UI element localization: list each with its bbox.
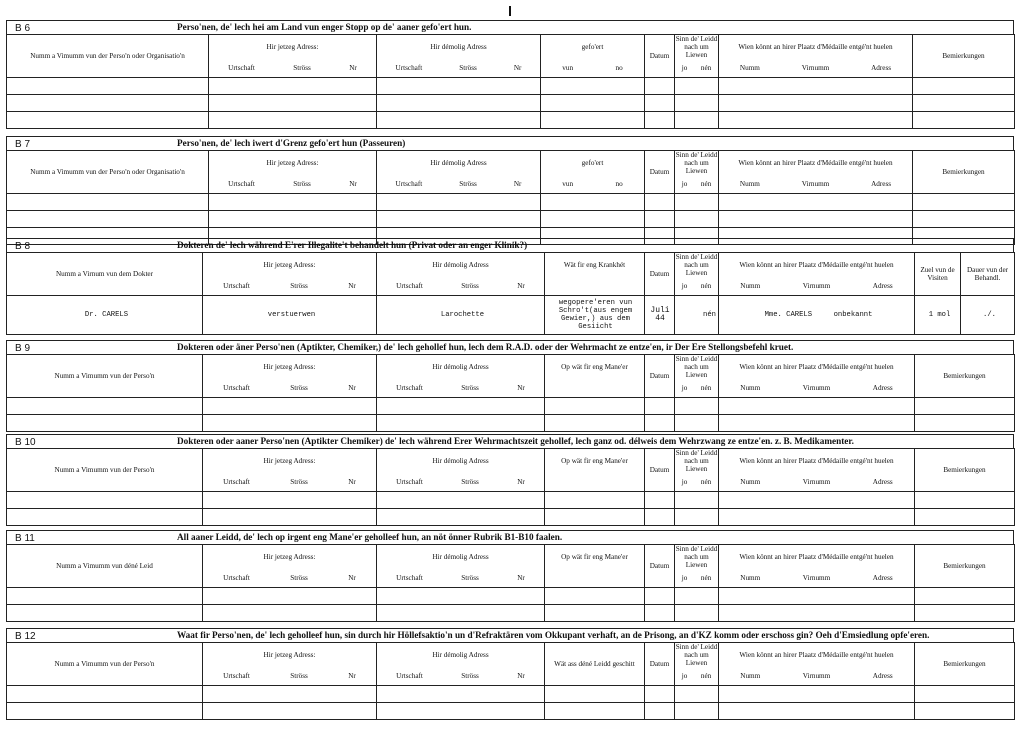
table-row xyxy=(7,415,1015,432)
col-remarks: Bemierkungen xyxy=(913,151,1015,194)
sub-no: nén xyxy=(700,180,712,188)
table-row xyxy=(7,95,1015,112)
col-date: Datum xyxy=(645,545,675,588)
sub-place: Urtschaft xyxy=(396,672,423,680)
col-date: Datum xyxy=(645,355,675,398)
sub-no: nén xyxy=(700,574,712,582)
sub-name: Numm xyxy=(740,384,761,392)
sub-street: Ströss xyxy=(461,672,479,680)
sub-place: Urtschaft xyxy=(228,180,255,188)
col-alive: Sinn de' Leidd nach um Liewen xyxy=(675,545,718,569)
sub-no: nén xyxy=(700,64,712,72)
table-row xyxy=(7,211,1015,228)
sub-street: Ströss xyxy=(290,574,308,582)
sub-street: Ströss xyxy=(461,478,479,486)
sub-name: Numm xyxy=(740,282,761,290)
col-current-address: Hir jetzeg Adress: xyxy=(209,35,377,60)
sub-place: Urtschaft xyxy=(223,672,250,680)
col-alive: Sinn de' Leidd nach um Liewen xyxy=(675,253,718,277)
col-date: Datum xyxy=(645,35,675,78)
col-manner: Op wät fir eng Mane'er xyxy=(545,449,645,474)
sub-place: Urtschaft xyxy=(395,64,423,72)
sub-nr: Nr xyxy=(513,180,522,188)
sub-name: Numm xyxy=(740,672,761,680)
col-what-happened: Wät ass déné Leidd geschitt xyxy=(545,643,645,686)
section-header xyxy=(6,136,1014,150)
section-table xyxy=(6,544,1015,622)
table-row xyxy=(7,686,1015,703)
section-header xyxy=(6,238,1014,252)
sub-street: Ströss xyxy=(293,180,311,188)
section-table xyxy=(6,354,1015,432)
col-person: Numm a Vimumm vun der Perso'n xyxy=(7,643,203,686)
sub-from: vun xyxy=(562,64,574,72)
sub-yes: jo xyxy=(681,180,688,188)
sub-nr: Nr xyxy=(517,574,525,582)
section-title: Dokteren oder äner Perso'nen (Aptikter, Chemiker,) de' lech gehollef hun, lech dem R.A.D. oder der Wehrmacht ze entze'en, ir Der Ere Stellongsbefehl kruet. xyxy=(177,342,794,352)
sub-address: Adress xyxy=(872,478,893,486)
section-title: Dokteren oder aaner Perso'nen (Aptikter Chemiker) de' lech während Erer Wehrmachtszeit gehollef, lech ganz od. délweis dem Wehrzwang ze entze'en. z. B. Medikamenter. xyxy=(177,436,854,446)
sub-to: no xyxy=(615,180,623,188)
sub-street: Ströss xyxy=(459,64,477,72)
section-title: All aaner Leidd, de' lech op irgent eng Mane'er geholleef hun, an nöt önner Rubrik B1-B10 faalen. xyxy=(177,532,563,542)
sub-place: Urtschaft xyxy=(396,478,423,486)
sub-firstname: Virnumm xyxy=(801,180,830,188)
table-row xyxy=(7,588,1015,605)
table-row xyxy=(7,509,1015,526)
col-remarks: Bemierkungen xyxy=(915,449,1015,492)
medal-recipient-name: Mme. CARELS xyxy=(764,311,813,319)
table-row xyxy=(7,398,1015,415)
sub-address: Adress xyxy=(872,672,893,680)
section-table xyxy=(6,252,1015,335)
col-date: Datum xyxy=(645,253,675,296)
sub-to: no xyxy=(615,64,623,72)
col-duration: Dauer vun der Behandl. xyxy=(961,253,1015,296)
section-table xyxy=(6,150,1015,245)
col-medal-recipient: Wien könnt an hirer Plaatz d'Médaille entgé'nt huelen xyxy=(719,253,915,278)
sub-nr: Nr xyxy=(348,282,356,290)
visits-value: 1 mol xyxy=(915,296,961,335)
sub-firstname: Virnumm xyxy=(802,574,831,582)
col-medal-recipient: Wien könnt an hirer Plaatz d'Médaille entgé'nt huelen xyxy=(719,643,915,668)
sub-place: Urtschaft xyxy=(223,574,250,582)
sub-street: Ströss xyxy=(290,478,308,486)
col-medal-recipient: Wien könnt an hirer Plaatz d'Médaille entgé'nt huelen xyxy=(719,35,913,60)
section-id: B 10 xyxy=(15,437,36,448)
col-medal-recipient: Wien könnt an hirer Plaatz d'Médaille entgé'nt huelen xyxy=(719,545,915,570)
previous-address-value: Larochette xyxy=(377,296,545,335)
col-person: Numm a Vimumm vun der Perso'n oder Organisatio'n xyxy=(7,35,209,78)
col-current-address: Hir jetzeg Adress: xyxy=(203,449,377,474)
table-row xyxy=(7,112,1015,129)
sub-no: nén xyxy=(700,672,712,680)
col-medal-recipient: Wien könnt an hirer Plaatz d'Médaille entgé'nt huelen xyxy=(719,449,915,474)
col-previous-address: Hir démolig Adress xyxy=(377,35,541,60)
col-alive: Sinn de' Leidd nach um Liewen xyxy=(675,643,718,667)
col-visits: Zuel vun de Visiten xyxy=(915,253,961,296)
sub-place: Urtschaft xyxy=(223,478,250,486)
section-title: Dokteren de' lech während E'rer Illegalite't behandelt hun (Privat oder an enger Klinik?) xyxy=(177,240,528,250)
sub-firstname: Virnumm xyxy=(802,672,831,680)
sub-firstname: Virnumm xyxy=(801,64,830,72)
table-row xyxy=(7,296,1015,335)
sub-nr: Nr xyxy=(517,384,525,392)
col-previous-address: Hir démolig Adress xyxy=(377,545,545,570)
sub-place: Urtschaft xyxy=(223,384,250,392)
sub-nr: Nr xyxy=(348,384,356,392)
sub-no: nén xyxy=(700,282,712,290)
sub-nr: Nr xyxy=(517,672,525,680)
date-value: Juli 44 xyxy=(645,296,675,335)
table-row xyxy=(7,194,1015,211)
col-person: Numm a Vimumm vun der Perso'n xyxy=(7,449,203,492)
sub-street: Ströss xyxy=(293,64,311,72)
col-doctor: Numm a Virnum vun dem Dokter xyxy=(7,253,203,296)
section-id: B 11 xyxy=(15,533,35,544)
col-current-address: Hir jetzeg Adress: xyxy=(203,355,377,380)
col-current-address: Hir jetzeg Adress: xyxy=(203,643,377,668)
sub-no: nén xyxy=(700,384,712,392)
sub-nr: Nr xyxy=(517,478,525,486)
sub-firstname: Virnumm xyxy=(802,384,831,392)
sub-nr: Nr xyxy=(513,64,522,72)
col-alive: Sinn de' Leidd nach um Liewen xyxy=(675,355,718,379)
col-manner: Op wät fir eng Mane'er xyxy=(545,545,645,570)
table-row xyxy=(7,492,1015,509)
col-previous-address: Hir démolig Adress xyxy=(377,151,541,176)
sub-yes: jo xyxy=(681,282,688,290)
sub-no: nén xyxy=(700,478,712,486)
section-header xyxy=(6,434,1014,448)
sub-address: Adress xyxy=(871,180,892,188)
sub-street: Ströss xyxy=(461,574,479,582)
col-date: Datum xyxy=(645,643,675,686)
sub-address: Adress xyxy=(872,574,893,582)
table-row xyxy=(7,703,1015,720)
sub-place: Urtschaft xyxy=(223,282,250,290)
sub-name: Numm xyxy=(739,180,760,188)
section-header xyxy=(6,530,1014,544)
section-title: Perso'nen, de' lech iwert d'Grenz gefo'ert hun (Passeuren) xyxy=(177,138,406,148)
section-title: Perso'nen, de' lech hei am Land vun enger Stopp op de' aaner gefo'ert hun. xyxy=(177,22,472,32)
col-transported: gefo'ert xyxy=(541,35,645,60)
sub-place: Urtschaft xyxy=(395,180,423,188)
sub-from: vun xyxy=(562,180,574,188)
illness-value: wegopere'eren vun Schro't(aus engem Gewier,) aus dem Gesiicht xyxy=(545,296,645,335)
col-medal-recipient: Wien könnt an hirer Plaatz d'Médaille entgé'nt huelen xyxy=(719,151,913,176)
col-illness: Wät fir eng Krankhét xyxy=(545,253,645,278)
alive-value: nén xyxy=(675,296,719,335)
col-person: Numm a Vimumm vun déné Leid xyxy=(7,545,203,588)
section-id: B 12 xyxy=(15,631,36,642)
sub-street: Ströss xyxy=(290,384,308,392)
sub-nr: Nr xyxy=(348,672,356,680)
top-marker xyxy=(509,6,511,16)
sub-street: Ströss xyxy=(461,282,479,290)
sub-yes: jo xyxy=(681,574,688,582)
sub-yes: jo xyxy=(681,384,688,392)
col-transported: gefo'ert xyxy=(541,151,645,176)
sub-firstname: Virnumm xyxy=(802,282,831,290)
col-person: Numm a Vimumm vun der Perso'n xyxy=(7,355,203,398)
sub-nr: Nr xyxy=(349,180,357,188)
sub-name: Numm xyxy=(740,574,761,582)
col-date: Datum xyxy=(645,449,675,492)
col-current-address: Hir jetzeg Adress: xyxy=(203,253,377,278)
sub-nr: Nr xyxy=(348,478,356,486)
sub-street: Ströss xyxy=(290,672,308,680)
col-previous-address: Hir démolig Adress xyxy=(377,643,545,668)
section-table xyxy=(6,642,1015,720)
sub-place: Urtschaft xyxy=(396,282,423,290)
sub-address: Adress xyxy=(872,282,893,290)
col-alive: Sinn de' Leidd nach um Liewen xyxy=(675,449,718,473)
current-address-value: verstuerwen xyxy=(203,296,377,335)
col-manner: Op wät fir eng Mane'er xyxy=(545,355,645,380)
sub-nr: Nr xyxy=(349,64,357,72)
col-current-address: Hir jetzeg Adress: xyxy=(203,545,377,570)
col-remarks: Bemierkungen xyxy=(913,35,1015,78)
col-person: Numm a Vimumm vun der Perso'n oder Organisatio'n xyxy=(7,151,209,194)
sub-address: Adress xyxy=(872,384,893,392)
sub-place: Urtschaft xyxy=(396,574,423,582)
section-id: B 7 xyxy=(15,139,31,150)
section-id: B 9 xyxy=(15,343,31,354)
section-header xyxy=(6,340,1014,354)
section-header xyxy=(6,628,1014,642)
col-previous-address: Hir démolig Adress xyxy=(377,355,545,380)
table-row xyxy=(7,605,1015,622)
sub-street: Ströss xyxy=(461,384,479,392)
col-remarks: Bemierkungen xyxy=(915,643,1015,686)
section-id: B 6 xyxy=(15,23,31,34)
sub-nr: Nr xyxy=(517,282,525,290)
sub-place: Urtschaft xyxy=(396,384,423,392)
section-table xyxy=(6,448,1015,526)
col-remarks: Bemierkungen xyxy=(915,355,1015,398)
section-id: B 8 xyxy=(15,241,31,252)
col-date: Datum xyxy=(645,151,675,194)
doctor-name: Dr. CARELS xyxy=(7,296,203,335)
section-header xyxy=(6,20,1014,34)
col-previous-address: Hir démolig Adress xyxy=(377,449,545,474)
section-table xyxy=(6,34,1015,129)
sub-street: Ströss xyxy=(459,180,477,188)
sub-firstname: Virnumm xyxy=(802,478,831,486)
col-remarks: Bemierkungen xyxy=(915,545,1015,588)
sub-name: Numm xyxy=(739,64,760,72)
col-medal-recipient: Wien könnt an hirer Plaatz d'Médaille entgé'nt huelen xyxy=(719,355,915,380)
sub-nr: Nr xyxy=(348,574,356,582)
sub-place: Urtschaft xyxy=(228,64,255,72)
table-row xyxy=(7,78,1015,95)
col-alive: Sinn de' Leidd nach um Liewen xyxy=(675,35,718,59)
sub-name: Numm xyxy=(740,478,761,486)
medal-recipient-address: onbekannt xyxy=(833,311,873,319)
section-title: Waat fir Perso'nen, de' lech geholleef hun, sin durch hir Höllefsaktio'n un d'Refraktären vom Okkupant verhaft, an de Prisong, an d'KZ komm oder erschoss gin? Oeh d'Emsiedlung opfe'eren. xyxy=(177,630,930,640)
sub-street: Ströss xyxy=(290,282,308,290)
col-current-address: Hir jetzeg Adress: xyxy=(209,151,377,176)
sub-yes: jo xyxy=(681,64,688,72)
col-previous-address: Hir démolig Adress xyxy=(377,253,545,278)
duration-value: ./. xyxy=(961,296,1015,335)
sub-yes: jo xyxy=(681,672,688,680)
col-alive: Sinn de' Leidd nach um Liewen xyxy=(675,151,718,175)
sub-address: Adress xyxy=(871,64,892,72)
sub-yes: jo xyxy=(681,478,688,486)
